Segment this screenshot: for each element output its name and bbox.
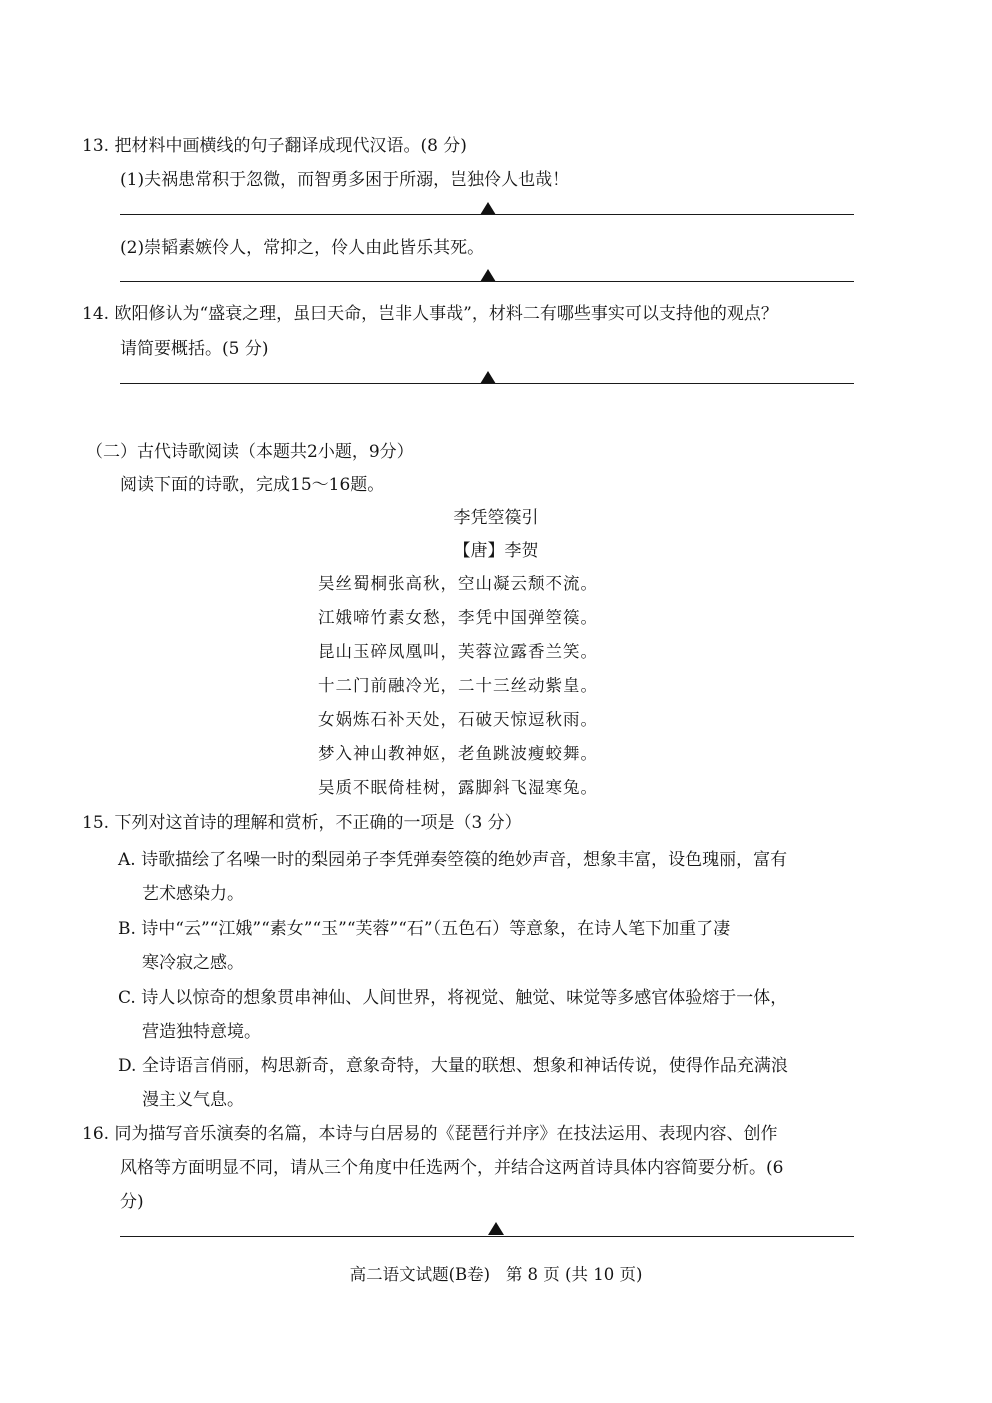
q13-sub2: (2)崇韬素嫉伶人，常抑之，伶人由此皆乐其死。 — [120, 238, 485, 258]
q16-stem-line2: 风格等方面明显不同，请从三个角度中任选两个，并结合这两首诗具体内容简要分析。(6 — [120, 1158, 784, 1178]
q13-sub2-answer-line[interactable] — [120, 281, 854, 282]
q14-stem-line1: 14. 欧阳修认为“盛衰之理，虽曰天命，岂非人事哉”，材料二有哪些事实可以支持他的观点？ — [82, 304, 778, 324]
section-heading: （二）古代诗歌阅读（本题共2小题，9分） — [86, 442, 414, 462]
q14-stem-line2: 请简要概括。(5 分) — [120, 339, 269, 359]
q15-option-b-cont: 寒冷寂之感。 — [142, 953, 244, 973]
poem-line: 十二门前融冷光，二十三丝动紫皇。 — [318, 676, 598, 695]
q16-stem-line1: 16. 同为描写音乐演奏的名篇，本诗与白居易的《琵琶行并序》在技法运用、表现内容、创作 — [82, 1124, 778, 1144]
poem-line: 江娥啼竹素女愁，李凭中国弹箜篌。 — [318, 608, 598, 627]
page-footer: 高二语文试题(B卷) 第 8 页 (共 10 页) — [349, 1265, 643, 1284]
poem-author: 【唐】李贺 — [453, 541, 539, 561]
q15-stem: 15. 下列对这首诗的理解和赏析，不正确的一项是（3 分） — [82, 813, 522, 833]
poem-line: 吴丝蜀桐张高秋，空山凝云颓不流。 — [318, 574, 598, 593]
q13-sub1: (1)夫祸患常积于忽微，而智勇多困于所溺，岂独伶人也哉！ — [120, 170, 570, 190]
q15-option-d-cont: 漫主义气息。 — [142, 1090, 244, 1110]
poem-line: 女娲炼石补天处，石破天惊逗秋雨。 — [318, 710, 598, 729]
q16-answer-line[interactable] — [120, 1236, 854, 1237]
answer-marker-icon — [488, 1222, 504, 1235]
q13-sub1-answer-line[interactable] — [120, 214, 854, 215]
q15-option-b[interactable]: B. 诗中“云”“江娥”“素女”“玉”“芙蓉”“石”（五色石）等意象，在诗人笔下加重了凄 — [118, 919, 731, 939]
q13-stem: 13. 把材料中画横线的句子翻译成现代汉语。(8 分) — [82, 136, 467, 156]
poem-title: 李凭箜篌引 — [453, 508, 539, 528]
q15-option-d[interactable]: D. 全诗语言俏丽，构思新奇，意象奇特，大量的联想、想象和神话传说，使得作品充满浪 — [118, 1056, 788, 1076]
poem-line: 吴质不眠倚桂树，露脚斜飞湿寒兔。 — [318, 778, 598, 797]
section-instruction: 阅读下面的诗歌，完成15～16题。 — [120, 475, 385, 495]
q15-option-a-cont: 艺术感染力。 — [142, 884, 244, 904]
q14-answer-line[interactable] — [120, 383, 854, 384]
q15-option-c[interactable]: C. 诗人以惊奇的想象贯串神仙、人间世界，将视觉、触觉、味觉等多感官体验熔于一体， — [118, 988, 788, 1008]
poem-line: 昆山玉碎凤凰叫，芙蓉泣露香兰笑。 — [318, 642, 598, 661]
q16-stem-line3: 分) — [120, 1192, 144, 1212]
q15-option-c-cont: 营造独特意境。 — [142, 1022, 261, 1042]
poem-line: 梦入神山教神妪，老鱼跳波瘦蛟舞。 — [318, 744, 598, 763]
q15-option-a[interactable]: A. 诗歌描绘了名噪一时的梨园弟子李凭弹奏箜篌的绝妙声音，想象丰富，设色瑰丽，富有 — [118, 850, 788, 870]
